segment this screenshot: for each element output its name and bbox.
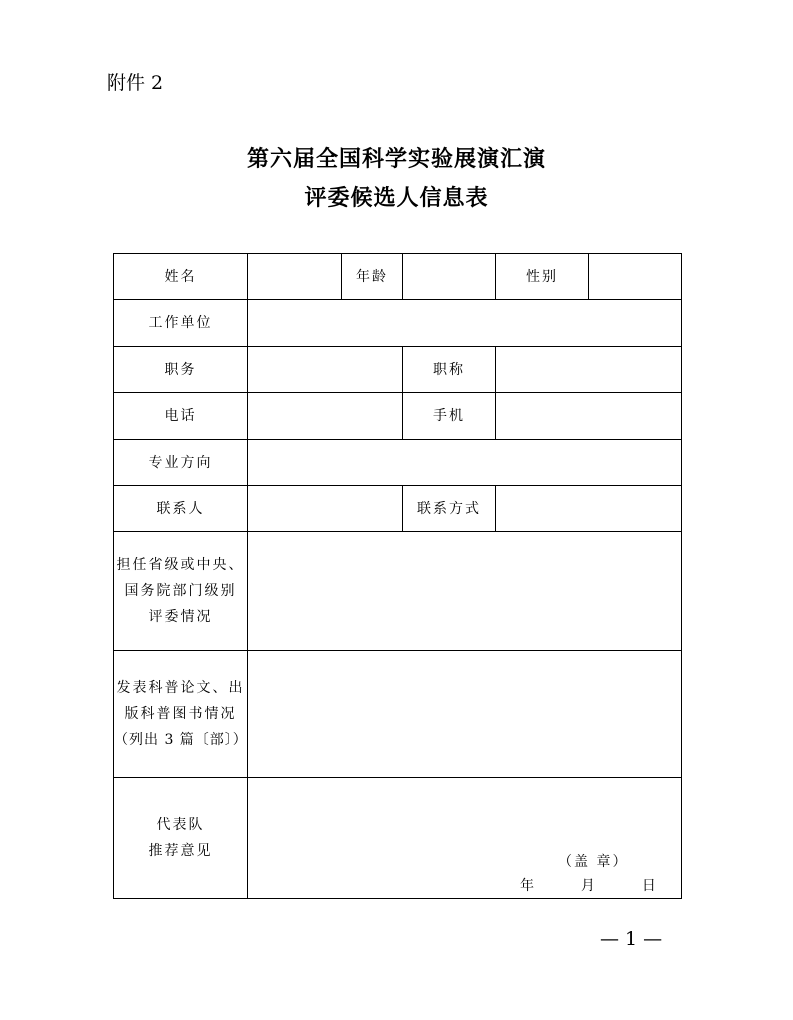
contact-person-field[interactable] — [248, 486, 403, 532]
gender-field[interactable] — [589, 254, 682, 300]
team-opinion-line: 推荐意见 — [148, 843, 213, 859]
judge-experience-label — [114, 532, 248, 651]
team-opinion-field[interactable] — [248, 778, 682, 899]
seal-text: （盖 章） — [558, 854, 629, 870]
attachment-label: 附件 2 — [107, 72, 164, 94]
mobile-field[interactable] — [496, 393, 682, 440]
position-field[interactable] — [248, 347, 403, 393]
work-unit-label: 工作单位 — [114, 300, 248, 347]
age-label: 年龄 — [342, 254, 403, 300]
document-title-line2: 评委候选人信息表 — [304, 185, 489, 211]
phone-label: 电话 — [114, 393, 248, 440]
publications-field[interactable] — [248, 651, 682, 778]
judge-experience-line: 担任省级或中央、 — [116, 557, 245, 573]
position-label: 职务 — [114, 347, 248, 393]
publications-label — [114, 651, 248, 778]
name-field[interactable] — [248, 254, 342, 300]
specialty-label: 专业方向 — [114, 440, 248, 486]
work-unit-field[interactable] — [248, 300, 682, 347]
date-year: 年 — [520, 878, 534, 894]
contact-method-field[interactable] — [496, 486, 682, 532]
age-field[interactable] — [403, 254, 496, 300]
name-label: 姓名 — [114, 254, 248, 300]
judge-experience-line: 国务院部门级别 — [124, 583, 237, 599]
phone-field[interactable] — [248, 393, 403, 440]
document-title-line1: 第六届全国科学实验展演汇演 — [246, 146, 546, 172]
publications-line: （列出 3 篇〔部〕） — [114, 732, 248, 748]
title-label: 职称 — [403, 347, 496, 393]
date-day: 日 — [641, 878, 656, 894]
judge-experience-field[interactable] — [248, 532, 682, 651]
gender-label: 性别 — [496, 254, 589, 300]
judge-experience-line: 评委情况 — [148, 609, 213, 625]
publications-line: 发表科普论文、出 — [116, 680, 245, 696]
specialty-field[interactable] — [248, 440, 682, 486]
contact-person-label: 联系人 — [114, 486, 248, 532]
title-field[interactable] — [496, 347, 682, 393]
mobile-label: 手机 — [403, 393, 496, 440]
contact-method-label: 联系方式 — [403, 486, 496, 532]
date-month: 月 — [580, 878, 595, 894]
team-opinion-label — [114, 778, 248, 899]
date-line — [520, 873, 656, 899]
candidate-info-form — [113, 253, 682, 899]
page-number: — 1 — — [600, 928, 663, 950]
publications-line: 版科普图书情况 — [124, 706, 237, 722]
team-opinion-line: 代表队 — [156, 817, 205, 833]
